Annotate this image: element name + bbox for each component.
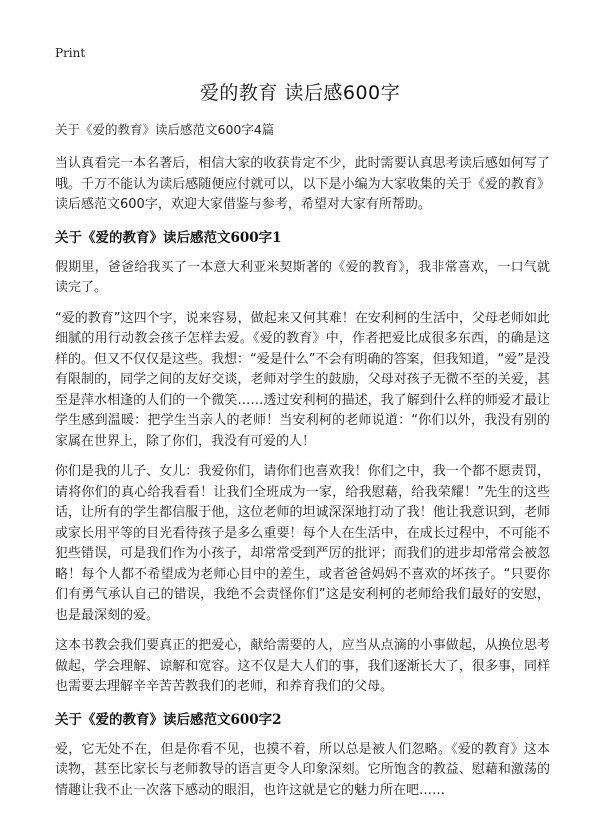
body-paragraph: 假期里，爸爸给我买了一本意大利亚米契斯著的《爱的教育》，我非常喜欢，一口气就读完了。 (55, 259, 550, 295)
article-subtitle: 关于《爱的教育》读后感范文600字4篇 (55, 122, 275, 137)
section-heading: 关于《爱的教育》读后感范文600字1 (55, 229, 282, 246)
section-heading: 关于《爱的教育》读后感范文600字2 (55, 711, 282, 728)
body-paragraph: 你们是我的儿子、女儿：我爱你们，请你们也喜欢我！你们之中，我一个都不愿责罚，请将你们的真心给我看看！让我们全班成为一家，给我慰藉，给我荣耀！”先生的这些话，让所有的学生都信服于他，这位老师的坦诚深深地打动了我！他让我意识到，老师或家长用平等的目光看待孩子是多么重要！每个人在生活中，在成长过程中，不可能不犯些错误，可是我们作为小孩子，却常常受到严厉的批评；而我们的进步却常常会被忽略！每个人都不希望成为老师心目中的差生，或者爸爸妈妈不喜欢的坏孩子。“只要你们有勇气承认自己的错误，我绝不会责怪你们”这是安利柯的老师给我们最好的安慰，也是最深刻的爱。 (55, 464, 550, 623)
body-paragraph: 这本书教会我们要真正的把爱心，献给需要的人，应当从点滴的小事做起，从换位思考做起，学会理解、谅解和宽容。这不仅是大人们的事，我们逐渐长大了，很多事，同样也需要去理解辛辛苦苦教我们的老师，和养育我们的父母。 (55, 638, 550, 694)
print-label[interactable]: Print (55, 46, 86, 60)
page-title: 爱的教育 读后感600字 (199, 82, 401, 104)
intro-paragraph: 当认真看完一本名著后，相信大家的收获肯定不少，此时需要认真思考读后感如何写了哦。千万不能认为读后感随便应付就可以，以下是小编为大家收集的关于《爱的教育》读后感范文600字，欢迎大家借鉴与参考，希望对大家有所帮助。 (55, 156, 550, 212)
body-paragraph: “爱的教育”这四个字，说来容易，做起来又何其难！在安利柯的生活中，父母老师如此细腻的用行动教会孩子怎样去爱。《爱的教育》中，作者把爱比成很多东西，的确是这样的。但又不仅仅是这些。我想：“爱是什么”不会有明确的答案，但我知道，“爱”是没有限制的，同学之间的友好交谈，老师对学生的鼓励，父母对孩子无微不至的关爱，甚至是萍水相逢的人们的一个微笑……透过安利柯的描述，我了解到什么样的师爱才最让学生感到温暖：把学生当亲人的老师！当安利柯的老师说道：“你们以外，我没有别的家属在世界上，除了你们，我没有可爱的人！ (55, 310, 550, 449)
article-body (55, 120, 550, 811)
body-paragraph: 爱，它无处不在，但是你看不见，也摸不着，所以总是被人们忽略。《爱的教育》这本读物，甚至比家长与老师教导的语言更令人印象深刻。它所饱含的教益、慰藉和激荡的情趣让我不止一次落下感动的眼泪，也许这就是它的魅力所在吧…… (55, 741, 550, 798)
